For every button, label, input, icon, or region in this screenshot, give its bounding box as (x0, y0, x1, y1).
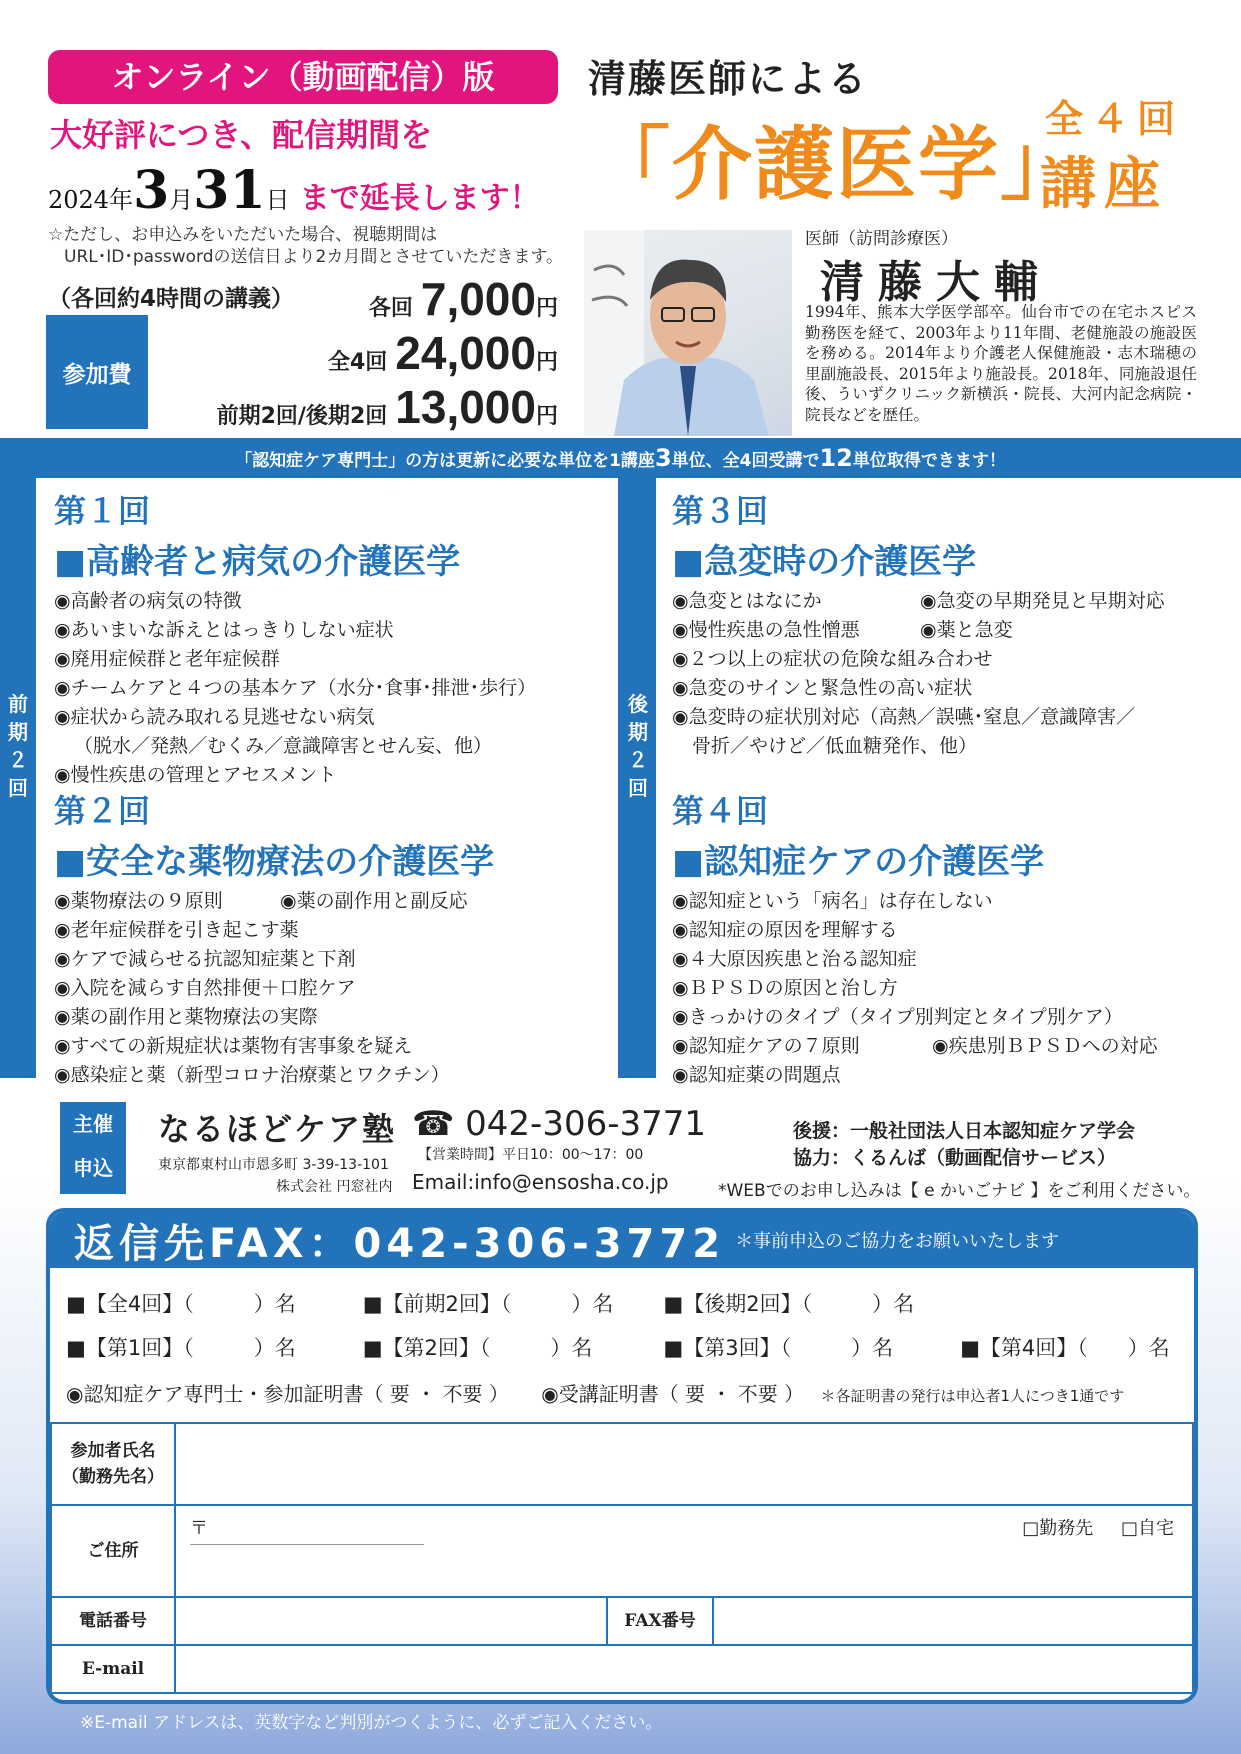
session-title: ■急変時の介護医学 (672, 542, 977, 582)
main-title: 「介護医学」 (590, 118, 1082, 211)
home-checkbox[interactable]: □自宅 (1120, 1518, 1174, 1539)
support-line: 協力：くるんば（動画配信サービス） (793, 1147, 1117, 1169)
doctor-portrait-image (584, 230, 792, 436)
doctor-bio: 1994年、熊本大学医学部卒。仙台市での在宅ホスピス勤務医を経て、2003年より11年間、老健施設の施設医を務める。2014年より介護老人保健施設・志木瑞穂の里副施設長、2015年より施設長。2018年、同施設退任後、ういずクリニック新横浜・院長、大河内記念病院・院長などを歴任。 (805, 303, 1197, 424)
topic-pair-a: ◉認知症ケアの７原則 (672, 1035, 860, 1057)
option-label: ■【第3回】（ (663, 1336, 792, 1360)
list-item: ◉症状から読み取れる見逃せない病気 (54, 706, 375, 728)
option-session-1[interactable] (66, 1332, 356, 1362)
date-extend: まで延長します！ (299, 181, 540, 216)
date-month-num: 3 (133, 160, 170, 221)
list-item: ◉急変のサインと緊急性の高い症状 (672, 677, 973, 699)
session-number: 第１回 (54, 492, 151, 530)
lecture-hours: （各回約4時間の講義） (48, 286, 295, 312)
name-label-line: （勤務先名） (62, 1467, 164, 1487)
fee-row-all4 (328, 326, 558, 380)
doctor-photo (584, 230, 792, 436)
units-pre: 「認知症ケア専門士」の方は更新に必要な単位を1講座 (235, 451, 655, 471)
organizer-name: なるほどケア塾 (158, 1110, 397, 1148)
fee-row-unit: 円 (535, 350, 558, 375)
address-label: ご住所 (51, 1505, 175, 1597)
session-topics (54, 587, 536, 790)
list-item (672, 616, 1165, 645)
fee-row-label: 前期2回/後期2回 (216, 404, 388, 429)
date-year: 2024年 (48, 186, 134, 214)
list-item: ◉４大原因疾患と治る認知症 (672, 948, 917, 970)
email-field[interactable] (175, 1645, 1193, 1693)
units-banner (0, 444, 1241, 472)
option-close: ）名 (872, 1292, 915, 1316)
topic-pair-a: ◉慢性疾患の急性憎悪 (672, 619, 860, 641)
support-info (793, 1118, 1135, 1172)
list-item: ◉老年症候群を引き起こす薬 (54, 919, 299, 941)
doctor-name: 清藤大輔 (820, 257, 1052, 308)
side-label-text: 後期２回 (628, 692, 648, 800)
support-line: 後援：一般社団法人日本認知症ケア学会 (793, 1120, 1136, 1142)
organizer-phone[interactable]: ☎ 042-306-3771 (412, 1104, 707, 1144)
fee-row-label: 各回 (368, 296, 413, 321)
list-item: ◉高齢者の病気の特徴 (54, 590, 242, 612)
fee-row-amount: 13,000 (395, 381, 536, 433)
cert-attendance[interactable]: ◉受講証明書（ 要 ・ 不要 ） (541, 1382, 805, 1406)
units-n1: 3 (654, 444, 672, 472)
option-row-1 (66, 1288, 914, 1318)
session-topics (672, 587, 1165, 761)
topic-pair-b: ◉疾患別ＢＰＳＤへの対応 (932, 1035, 1158, 1057)
organizer-company: 株式会社 円窓社内 (276, 1179, 393, 1195)
list-item: ◉あいまいな訴えとはっきりしない症状 (54, 619, 394, 641)
option-label: ■【後期2回】（ (663, 1292, 813, 1316)
table-row (51, 1597, 1193, 1645)
list-item (672, 587, 1165, 616)
table-row (51, 1645, 1193, 1693)
list-item: ◉認知症という「病名」は存在しない (672, 890, 993, 912)
fax-number-field[interactable] (713, 1597, 1193, 1645)
footer-note: ※E-mail アドレスは、英数字など判別がつくように、必ずご記入ください。 (80, 1713, 663, 1733)
viewing-note (48, 224, 588, 268)
organizer-address: 東京都東村山市恩多町 3-39-13-101 (158, 1157, 389, 1173)
topic-pair-a: ◉薬物療法の９原則 (54, 890, 223, 912)
session-1 (54, 486, 536, 790)
option-close: ）名 (550, 1336, 593, 1360)
table-row (51, 1423, 1193, 1505)
fee-row-unit: 円 (535, 296, 558, 321)
option-close: ）名 (253, 1336, 296, 1360)
session-3 (672, 486, 1165, 761)
topic-pair-b: ◉薬の副作用と副反応 (280, 890, 468, 912)
fax-number-label: FAX番号 (607, 1597, 713, 1645)
web-note: *WEBでのお申し込みは【 e かいごナビ 】をご利用ください。 (718, 1181, 1201, 1201)
fee-row-each (369, 272, 558, 326)
list-item: （脱水／発熱／むくみ／意識障害とせん妄、他） (74, 735, 493, 757)
list-item (672, 1032, 1158, 1061)
option-label: ■【第2回】（ (362, 1336, 491, 1360)
option-second-half[interactable] (663, 1288, 914, 1318)
course-word: 講座 (1040, 152, 1168, 217)
list-item: 骨折／やけど／低血糖発作、他） (692, 735, 978, 757)
work-checkbox[interactable]: □勤務先 (1022, 1518, 1094, 1539)
note-line-1: ☆ただし、お申込みをいただいた場合、視聴期間は (48, 225, 438, 245)
fee-label: 参加費 (46, 315, 148, 429)
session-number: 第３回 (672, 492, 769, 530)
address-field[interactable] (175, 1505, 1193, 1597)
popular-line: 大好評につき、配信期間を (50, 116, 433, 154)
session-4 (672, 786, 1158, 1090)
fax-note: ＊事前申込のご協力をお願いいたします (735, 1231, 1060, 1252)
cert-note: ＊各証明書の発行は申込者1人につき1通です (820, 1387, 1125, 1405)
option-label: ■【第1回】（ (66, 1336, 194, 1360)
fax-form-header (50, 1212, 1194, 1268)
session-number: 第２回 (54, 792, 151, 830)
list-item: ◉入院を減らす自然排便＋口腔ケア (54, 977, 356, 999)
option-session-3[interactable] (663, 1332, 953, 1362)
session-topics (672, 887, 1158, 1090)
units-post: 単位取得できます！ (852, 451, 1006, 471)
list-item: ◉認知症の原因を理解する (672, 919, 898, 941)
option-label: ■【第4回】（ (960, 1336, 1088, 1360)
second-half-label (623, 690, 653, 802)
name-label-line: 参加者氏名 (70, 1441, 156, 1461)
session-title: ■安全な薬物療法の介護医学 (54, 842, 495, 882)
note-line-2: URL･ID･passwordの送信日より2カ月間とさせていただきます。 (64, 247, 563, 267)
option-session-2[interactable] (363, 1332, 657, 1362)
name-field[interactable] (175, 1423, 1193, 1505)
postal-code[interactable]: 〒 (190, 1514, 424, 1545)
all-4-sessions: 全４回 (1045, 97, 1184, 141)
option-close: ）名 (571, 1292, 614, 1316)
date-day: 日 (265, 186, 290, 214)
units-mid: 単位、全4回受講で (671, 451, 820, 471)
session-title: ■認知症ケアの介護医学 (672, 842, 1045, 882)
option-all4[interactable] (66, 1288, 356, 1318)
topic-pair-b: ◉薬と急変 (920, 619, 1013, 641)
organizer-box-line: 申込 (73, 1156, 113, 1180)
list-item: ◉２つ以上の症状の危険な組み合わせ (672, 648, 993, 670)
option-label: ■【全4回】（ (66, 1292, 194, 1316)
fee-row-half (217, 380, 558, 434)
list-item: ◉すべての新規症状は薬物有害事象を疑え (54, 1035, 413, 1057)
topic-pair-b: ◉急変の早期発見と早期対応 (920, 590, 1165, 612)
organizer-box (60, 1102, 126, 1194)
name-label (51, 1423, 175, 1505)
list-item: ◉ケアで減らせる抗認知症薬と下剤 (54, 948, 356, 970)
list-item: ◉チームケアと４つの基本ケア（水分･食事･排泄･歩行） (54, 677, 537, 699)
online-badge: オンライン（動画配信）版 (48, 50, 558, 104)
side-label-text: 前期２回 (8, 692, 28, 800)
option-close: ）名 (851, 1336, 894, 1360)
address-type (1022, 1514, 1174, 1540)
list-item: ◉認知症薬の問題点 (672, 1064, 841, 1086)
list-item: ◉ＢＰＳＤの原因と治し方 (672, 977, 898, 999)
extension-date (48, 160, 540, 220)
list-item: ◉感染症と薬（新型コロナ治療薬とワクチン） (54, 1064, 450, 1086)
list-item: ◉急変時の症状別対応（高熱／誤嚥･窒息／意識障害／ (672, 706, 1136, 728)
cert-dementia-specialist[interactable]: ◉認知症ケア専門士・参加証明書（ 要 ・ 不要 ） (66, 1382, 509, 1406)
list-item: ◉薬の副作用と薬物療法の実際 (54, 1006, 318, 1028)
topic-pair-a: ◉急変とはなにか (672, 590, 822, 612)
certificate-row (66, 1378, 1124, 1407)
business-hours: 【営業時間】平日10：00～17：00 (418, 1147, 644, 1163)
session-title: ■高齢者と病気の介護医学 (54, 542, 461, 582)
option-session-4[interactable] (960, 1332, 1170, 1362)
option-first-half[interactable] (363, 1288, 657, 1318)
phone-field[interactable] (175, 1597, 607, 1645)
date-month: 月 (169, 186, 194, 214)
option-label: ■【前期2回】（ (362, 1292, 512, 1316)
list-item: ◉廃用症候群と老年症候群 (54, 648, 280, 670)
doctor-role: 医師（訪問診療医） (805, 229, 958, 249)
organizer-email[interactable]: Email:info@ensosha.co.jp (412, 1170, 669, 1194)
list-item: ◉慢性疾患の管理とアセスメント (54, 764, 337, 786)
option-row-2 (66, 1332, 1170, 1362)
session-number: 第４回 (672, 792, 769, 830)
fee-row-amount: 7,000 (420, 273, 536, 325)
email-label: E-mail (51, 1645, 175, 1693)
session-topics (54, 887, 494, 1090)
session-2 (54, 786, 494, 1090)
units-n2: 12 (819, 444, 853, 472)
fee-row-label: 全4回 (327, 350, 388, 375)
fee-row-unit: 円 (535, 404, 558, 429)
organizer-box-line: 主催 (73, 1112, 113, 1136)
date-day-num: 31 (193, 160, 266, 221)
option-close: ）名 (253, 1292, 296, 1316)
fax-title: 返信先FAX：042-306-3772 (74, 1220, 726, 1267)
first-half-label (3, 690, 33, 802)
option-close: ）名 (1127, 1336, 1170, 1360)
list-item (54, 887, 494, 916)
phone-label: 電話番号 (51, 1597, 175, 1645)
fee-row-amount: 24,000 (395, 327, 536, 379)
fax-form (46, 1208, 1198, 1704)
applicant-table (50, 1422, 1194, 1694)
list-item: ◉きっかけのタイプ（タイプ別判定とタイプ別ケア） (672, 1006, 1123, 1028)
table-row (51, 1505, 1193, 1597)
by-line: 清藤医師による (588, 57, 869, 101)
